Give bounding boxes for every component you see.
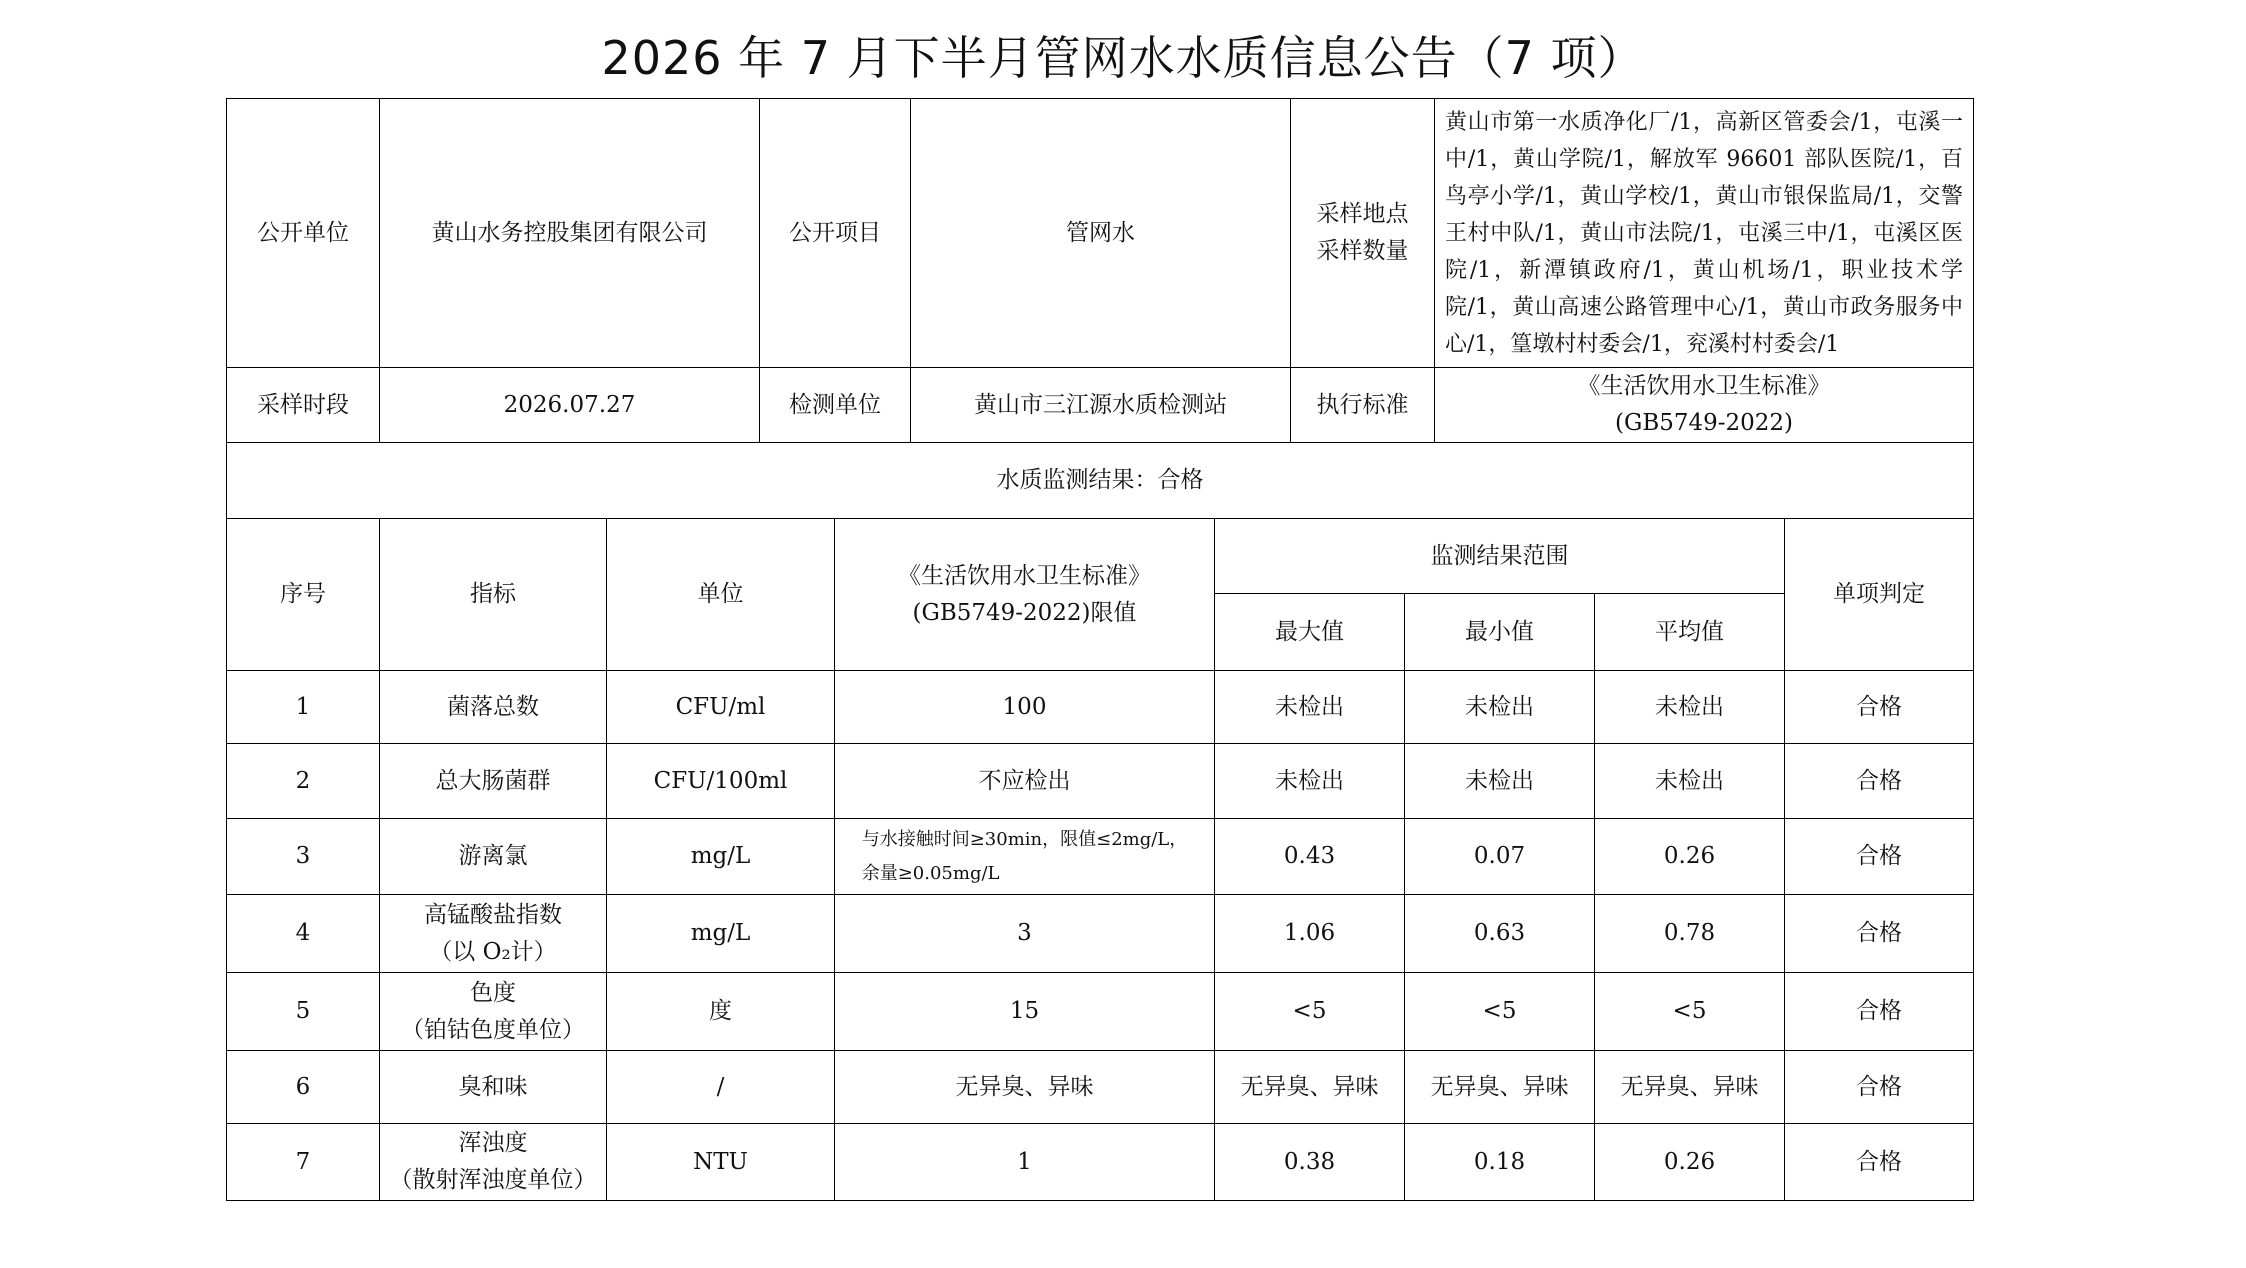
avg-value: 未检出 [1595,744,1785,819]
indicator-name-line: （散射浑浊度单位） [389,1167,597,1193]
standard-limit-line: 15 [1009,998,1040,1024]
table-row [227,671,1974,744]
row-index: 3 [227,819,380,895]
standard-value-line-1: 《生活饮用水卫生标准》 [1577,373,1831,399]
indicator-name-line: （以 O₂计） [429,938,557,965]
indicator-name [380,671,607,744]
unit: 度 [607,973,835,1051]
indicator-name [380,744,607,819]
sampling-sites [1435,99,1974,368]
verdict: 合格 [1785,671,1974,744]
avg-value: 无异臭、异味 [1595,1051,1785,1124]
standard-limit [835,1051,1215,1124]
min-value: 未检出 [1405,671,1595,744]
max-value: 无异臭、异味 [1215,1051,1405,1124]
header-indicator: 指标 [380,519,607,671]
table-row [227,819,1974,895]
sampling-label [1291,99,1435,368]
verdict: 合格 [1785,1051,1974,1124]
indicator-name-line: 臭和味 [458,1073,528,1100]
avg-value: 0.78 [1595,895,1785,973]
verdict: 合格 [1785,744,1974,819]
header-verdict: 单项判定 [1785,519,1974,671]
indicator-name-line: 浑浊度 [458,1130,528,1156]
table-row [227,1124,1974,1201]
verdict: 合格 [1785,895,1974,973]
lab-value: 黄山市三江源水质检测站 [911,368,1291,443]
indicator-name-line: 游离氯 [458,843,528,869]
avg-value: <5 [1595,973,1785,1051]
verdict: 合格 [1785,819,1974,895]
table-row [227,895,1974,973]
publisher-label: 公开单位 [227,99,380,368]
unit: CFU/100ml [607,744,835,819]
standard-limit [835,671,1215,744]
header-avg: 平均值 [1595,594,1785,671]
item-value: 管网水 [911,99,1291,368]
verdict: 合格 [1785,1124,1974,1201]
header-limit [835,519,1215,671]
standard-value-line-2: (GB5749-2022) [1614,410,1794,436]
min-value: 0.07 [1405,819,1595,895]
row-index: 1 [227,671,380,744]
indicator-name [380,1124,607,1201]
standard-limit [835,1124,1215,1201]
header-range: 监测结果范围 [1215,519,1785,594]
row-index: 6 [227,1051,380,1124]
period-value: 2026.07.27 [380,368,760,443]
indicator-name [380,1051,607,1124]
row-index: 2 [227,744,380,819]
results-table [226,518,1974,1201]
max-value: 未检出 [1215,744,1405,819]
header-limit-line-2: (GB5749-2022)限值 [912,599,1137,626]
indicator-name-line: 菌落总数 [447,693,539,720]
min-value: 0.63 [1405,895,1595,973]
standard-value [1435,368,1974,443]
standard-limit-line: 余量≥0.05mg/L [861,862,1000,884]
unit: CFU/ml [607,671,835,744]
standard-limit [835,895,1215,973]
avg-value: 未检出 [1595,671,1785,744]
indicator-name [380,895,607,973]
standard-limit-line: 不应检出 [978,767,1071,794]
max-value: 0.38 [1215,1124,1405,1201]
indicator-name [380,819,607,895]
avg-value: 0.26 [1595,819,1785,895]
standard-limit-line: 100 [1002,693,1047,720]
info-row-publisher [227,99,1974,368]
max-value: 1.06 [1215,895,1405,973]
publisher-value: 黄山水务控股集团有限公司 [380,99,760,368]
row-index: 7 [227,1124,380,1201]
min-value: 0.18 [1405,1124,1595,1201]
header-max: 最大值 [1215,594,1405,671]
indicator-name-line: （铂钴色度单位） [401,1016,585,1043]
avg-value: 0.26 [1595,1124,1785,1201]
lab-label: 检测单位 [760,368,911,443]
standard-limit [835,819,1215,895]
unit: mg/L [607,819,835,895]
min-value: <5 [1405,973,1595,1051]
info-table [226,98,1974,519]
indicator-name [380,973,607,1051]
table-row [227,744,1974,819]
max-value: <5 [1215,973,1405,1051]
standard-limit [835,744,1215,819]
standard-limit-line: 与水接触时间≥30min，限值≤2mg/L， [861,828,1188,850]
min-value: 无异臭、异味 [1405,1051,1595,1124]
indicator-name-line: 总大肠菌群 [435,767,551,794]
header-index: 序号 [227,519,380,671]
row-index: 5 [227,973,380,1051]
max-value: 未检出 [1215,671,1405,744]
unit: / [607,1051,835,1124]
row-index: 4 [227,895,380,973]
header-limit-line-1: 《生活饮用水卫生标准》 [898,562,1151,589]
standard-limit-block [862,823,1188,891]
sampling-label-line-2: 采样数量 [1316,238,1409,264]
standard-limit-line: 3 [1017,920,1032,946]
header-unit: 单位 [607,519,835,671]
unit: mg/L [607,895,835,973]
sampling-sites-text: 黄山市第一水质净化厂/1，高新区管委会/1，屯溪一中/1，黄山学院/1，解放军 96601 部队医院/1，百鸟亭小学/1，黄山学校/1，黄山市银保监局/1，交警王村中队/1，黄山市法院/1，屯溪三中/1，屯溪区医院/1，新潭镇政府/1，黄山机场/1，职业技术学院/1，黄山高速公路管理中心/1，黄山市政务服务中心/1，篁墩村村委会/1，兖溪村村委会/1 [1445,109,1963,357]
indicator-name-line: 高锰酸盐指数 [424,901,562,928]
standard-limit-line: 1 [1017,1148,1032,1175]
info-row-period [227,368,1974,443]
period-label: 采样时段 [227,368,380,443]
table-row [227,1051,1974,1124]
standard-limit-line: 无异臭、异味 [955,1073,1094,1100]
standard-label: 执行标准 [1291,368,1435,443]
sampling-label-line-1: 采样地点 [1316,201,1409,227]
verdict: 合格 [1785,973,1974,1051]
table-row [227,973,1974,1051]
indicator-name-line: 色度 [470,979,516,1006]
unit: NTU [607,1124,835,1201]
item-label: 公开项目 [760,99,911,368]
max-value: 0.43 [1215,819,1405,895]
result-summary: 水质监测结果：合格 [227,443,1974,519]
standard-limit [835,973,1215,1051]
min-value: 未检出 [1405,744,1595,819]
page-title: 2026 年 7 月下半月管网水水质信息公告（7 项） [601,31,1645,85]
header-min: 最小值 [1405,594,1595,671]
table-header-row [227,519,1974,594]
result-summary-row [227,443,1974,519]
notice-sheet [226,98,1973,1201]
